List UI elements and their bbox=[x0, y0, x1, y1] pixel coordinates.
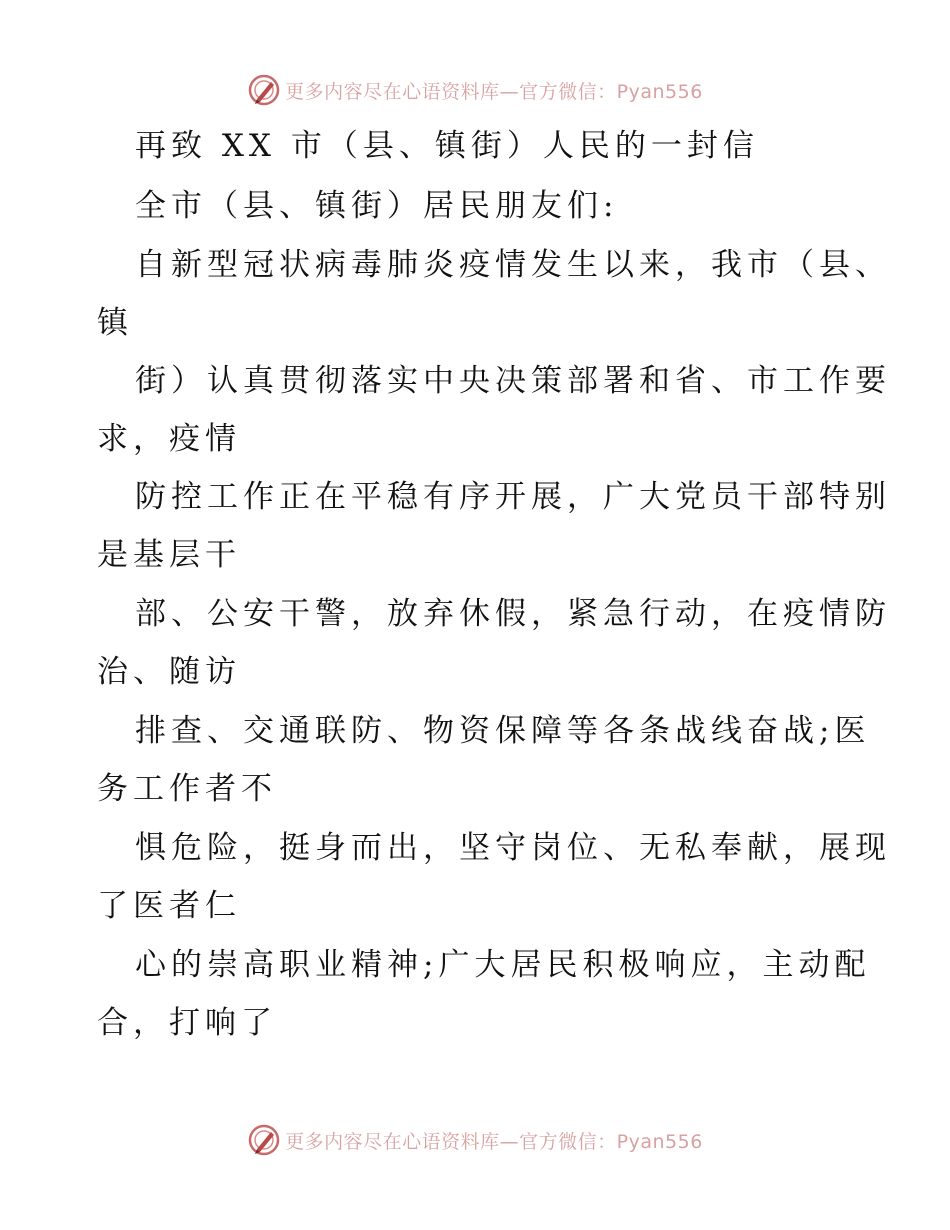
body-line: 镇 bbox=[97, 305, 133, 341]
body-line: 部、公安干警，放弃休假，紧急行动，在疫情防 bbox=[135, 596, 891, 632]
body-line: 是基层干 bbox=[97, 537, 241, 573]
body-line: 自新型冠状病毒肺炎疫情发生以来，我市（县、 bbox=[135, 247, 891, 283]
body-line: 街）认真贯彻落实中央决策部署和省、市工作要 bbox=[135, 363, 891, 399]
watermark-text: 更多内容尽在心语资料库—官方微信：Pyan556 bbox=[285, 80, 703, 103]
body-line: 防控工作正在平稳有序开展，广大党员干部特别 bbox=[135, 479, 891, 515]
body-line: 合，打响了 bbox=[97, 1005, 277, 1041]
body-line: 求，疫情 bbox=[97, 421, 241, 457]
body-line: 务工作者不 bbox=[97, 771, 277, 807]
watermark-banner-top bbox=[0, 70, 950, 110]
watermark-text: 更多内容尽在心语资料库—官方微信：Pyan556 bbox=[285, 1130, 703, 1153]
pen-logo-icon bbox=[247, 73, 281, 107]
letter-title: 再致 XX 市（县、镇街）人民的一封信 bbox=[135, 128, 759, 164]
body-line: 了医者仁 bbox=[97, 888, 241, 924]
pen-logo-icon bbox=[247, 1123, 281, 1157]
watermark-banner-bottom bbox=[0, 1120, 950, 1160]
body-line: 治、随访 bbox=[97, 654, 241, 690]
body-line: 惧危险，挺身而出，坚守岗位、无私奉献，展现 bbox=[135, 830, 891, 866]
letter-salutation: 全市（县、镇街）居民朋友们: bbox=[135, 188, 619, 224]
body-line: 排查、交通联防、物资保障等各条战线奋战;医 bbox=[135, 713, 871, 749]
body-line: 心的崇高职业精神;广大居民积极响应，主动配 bbox=[135, 947, 871, 983]
